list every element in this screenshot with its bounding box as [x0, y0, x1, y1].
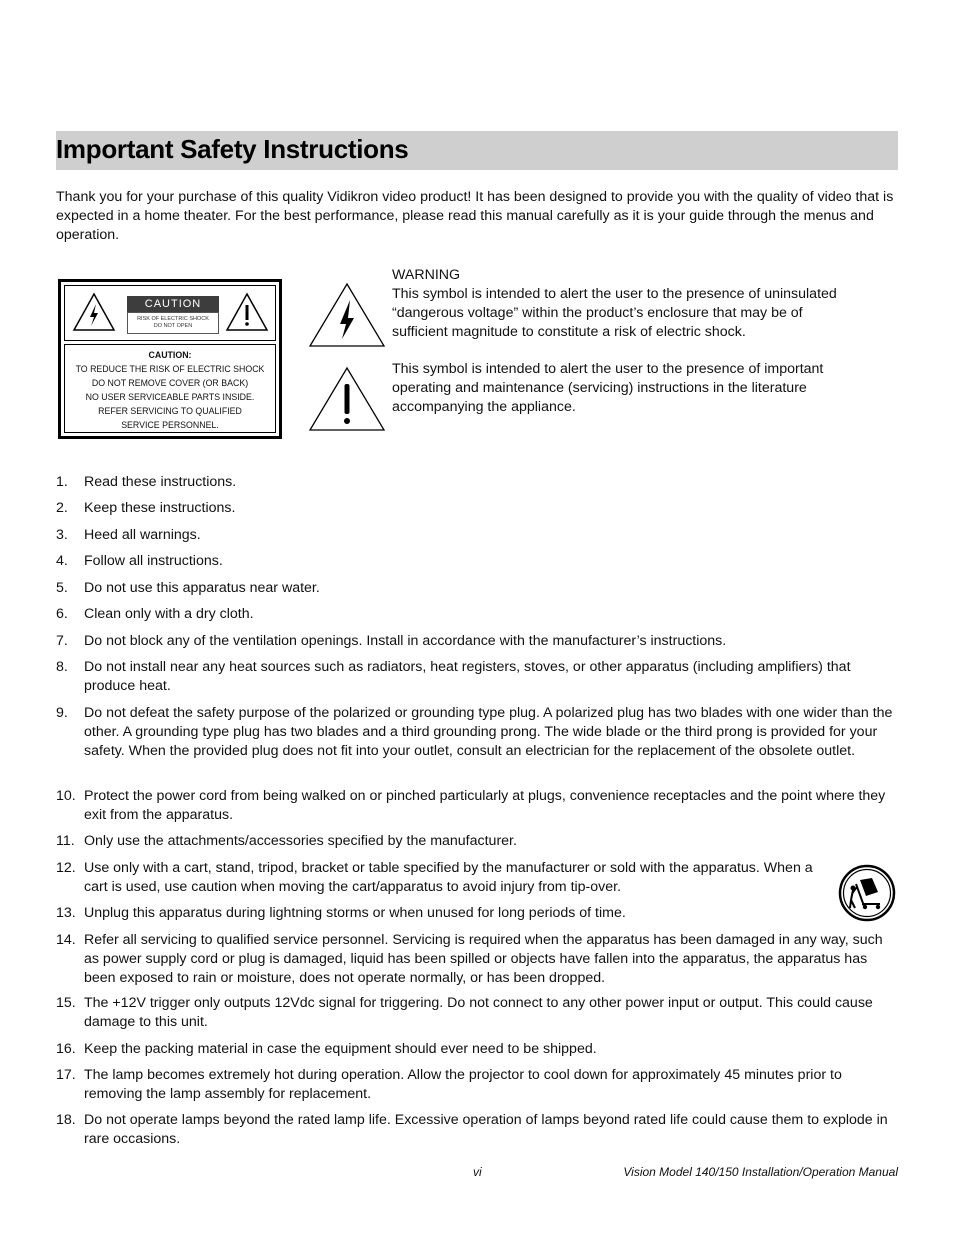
list-item-text: Do not use this apparatus near water.: [84, 580, 320, 596]
list-item-number: 3.: [56, 527, 68, 543]
caution-line: NO USER SERVICEABLE PARTS INSIDE.: [85, 392, 255, 402]
list-item-number: 1.: [56, 474, 68, 490]
attention-symbol-text: This symbol is intended to alert the user to the presence of important operating and maintenance (servicing) instructions in the literature accompanying the appliance.: [392, 361, 824, 415]
title-bar: [56, 131, 898, 170]
list-item-text: Only use the attachments/accessories specified by the manufacturer.: [84, 833, 517, 849]
list-item-number: 15.: [56, 995, 76, 1011]
caution-line: TO REDUCE THE RISK OF ELECTRIC SHOCK: [75, 364, 265, 374]
list-item-text: Heed all warnings.: [84, 527, 201, 543]
list-item-text: Do not defeat the safety purpose of the polarized or grounding type plug. A polarized plug has two blades with one wider than the other. A grounding type plug has two blades and a third grounding prong. The wide blade or the third prong is provided for your safety. When the provided plug does not fit into your outlet, consult an electrician for the replacement of the obsolete outlet.: [84, 705, 893, 759]
list-item-text: Refer all servicing to qualified service personnel. Servicing is required when the apparatus has been damaged in any way, such as power supply cord or plug is damaged, liquid has been spilled or objects have fallen into the apparatus, the apparatus has been exposed to rain or moisture, does not operate normally, or has been dropped.: [84, 932, 883, 986]
list-item-text: Do not block any of the ventilation openings. Install in accordance with the manufacturer’s instructions.: [84, 633, 727, 649]
list-item-number: 17.: [56, 1067, 76, 1083]
list-item-text: The lamp becomes extremely hot during operation. Allow the projector to cool down for approximately 45 minutes prior to removing the lamp assembly for replacement.: [84, 1067, 842, 1102]
intro-paragraph: Thank you for your purchase of this quality Vidikron video product! It has been designed to provide you with the quality of video that is expected in a home theater. For the best performance, please read this manual carefully as it is your guide through the menus and operation.: [56, 189, 894, 243]
list-item-number: 14.: [56, 932, 76, 948]
footer-manual-title: Vision Model 140/150 Installation/Operation Manual: [623, 1165, 898, 1179]
caution-heading: CAUTION:: [148, 350, 192, 360]
lightning-triangle-icon: [72, 292, 116, 332]
list-item-number: 13.: [56, 905, 76, 921]
cart-tipover-icon: [838, 864, 896, 922]
caution-title: CAUTION: [127, 296, 219, 312]
caution-subtitle-line1: RISK OF ELECTRIC SHOCK: [137, 316, 209, 322]
caution-label-box: [58, 279, 282, 439]
caution-line: REFER SERVICING TO QUALIFIED: [98, 406, 242, 416]
list-item-text: Do not operate lamps beyond the rated lamp life. Excessive operation of lamps beyond rated life could cause them to explode in rare occasions.: [84, 1112, 888, 1147]
list-item-number: 16.: [56, 1041, 76, 1057]
list-item-text: Keep the packing material in case the equipment should ever need to be shipped.: [84, 1041, 597, 1057]
list-item-text: Follow all instructions.: [84, 553, 223, 569]
list-item-text: Unplug this apparatus during lightning storms or when unused for long periods of time.: [84, 905, 626, 921]
page-title: Important Safety Instructions: [56, 134, 409, 164]
list-item-number: 6.: [56, 606, 68, 622]
caution-subtitle-line2: DO NOT OPEN: [153, 323, 193, 329]
list-item-number: 2.: [56, 500, 68, 516]
list-item-text: Keep these instructions.: [84, 500, 236, 516]
list-item-text: Protect the power cord from being walked on or pinched particularly at plugs, convenience receptacles and the point where they exit from the apparatus.: [84, 788, 886, 823]
exclamation-triangle-icon: [308, 366, 386, 432]
list-item-text: Use only with a cart, stand, tripod, bracket or table specified by the manufacturer or sold with the apparatus. When a cart is used, use caution when moving the cart/apparatus to avoid injury from tip-over.: [84, 860, 813, 895]
warning-heading: WARNING: [392, 267, 461, 283]
caution-label-body: [64, 344, 276, 433]
list-item-number: 12.: [56, 860, 76, 876]
list-item-number: 10.: [56, 788, 76, 804]
list-item-text: Do not install near any heat sources such as radiators, heat registers, stoves, or other apparatus (including amplifiers) that produce heat.: [84, 659, 851, 694]
caution-line: SERVICE PERSONNEL.: [121, 420, 219, 430]
caution-label-header: [64, 285, 276, 341]
caution-subtitle: [127, 312, 219, 334]
voltage-symbol-text: This symbol is intended to alert the user to the presence of uninsulated “dangerous voltage” within the product’s enclosure that may be of sufficient magnitude to constitute a risk of electric shock.: [392, 286, 837, 340]
list-item-text: Read these instructions.: [84, 474, 237, 490]
list-item-number: 5.: [56, 580, 68, 596]
exclamation-triangle-icon: [225, 292, 269, 332]
page-number: vi: [473, 1165, 482, 1179]
list-item-number: 4.: [56, 553, 68, 569]
caution-line: DO NOT REMOVE COVER (OR BACK): [91, 378, 249, 388]
list-item-number: 18.: [56, 1112, 76, 1128]
list-item-text: The +12V trigger only outputs 12Vdc signal for triggering. Do not connect to any other power input or output. This could cause damage to this unit.: [84, 995, 873, 1030]
list-item-text: Clean only with a dry cloth.: [84, 606, 254, 622]
list-item-number: 7.: [56, 633, 68, 649]
list-item-number: 8.: [56, 659, 68, 675]
list-item-number: 9.: [56, 705, 68, 721]
list-item-number: 11.: [56, 833, 75, 849]
lightning-triangle-icon: [308, 282, 386, 348]
